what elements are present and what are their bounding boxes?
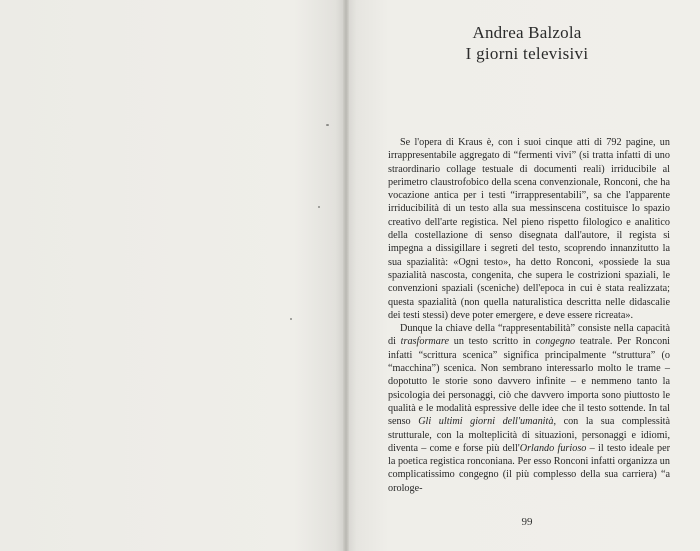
running-header [354,22,700,64]
paragraph-2-text: , con la sua complessità strutturale, con la molteplicità di situazioni, personaggi e idiomi, diventa – come e forse più dell' [388,416,670,454]
header-title: I giorni televisivi [465,44,589,63]
italic-work-title: Orlando furioso [519,442,587,454]
italic-work-title: Gli ultimi giorni dell'umanità [418,416,554,428]
paragraph-2-text: Dunque la chiave della “rappresentabilità” consiste nella capacità di [388,323,670,348]
paragraph-2-text: un testo scritto in [448,336,536,348]
paper-speck [318,206,320,208]
paragraph-2-text: – il testo ideale per la poetica registica ronconiana. Per esso Ronconi infatti organizza un complicatissimo congegno (il più complesso della sua carriera) “a orologe- [388,442,670,494]
italic-term: trasformare [400,336,449,348]
paper-speck [290,318,292,320]
page-number: 99 [521,516,533,528]
italic-term: congegno [535,336,576,348]
left-page-blank [0,0,346,551]
paragraph-2 [388,322,670,495]
paper-speck [326,124,329,126]
paragraph-2-text: teatrale. Per Ronconi infatti “scrittura scenica” significa principalmente “struttura” (o “macchina”) scenica. Non sembrano interessarlo molto le trame – dopotutto le storie sono davvero infinite – e nemmeno tanto la psicologia dei personaggi, ciò che davvero importa sono piuttosto le qualità e le modalità espressive delle idee che il testo sottende. In tal senso [388,336,670,428]
book-gutter [343,0,349,551]
paragraph-1: Se l'opera di Kraus è, con i suoi cinque atti di 792 pagine, un irrappresentabile aggregato di “fermenti vivi” (si tratta infatti di uno straordinario collage testuale di documenti reali) irriducibile al perimetro claustrofobico della scena convenzionale, Ronconi, che ha vocazione antica per i testi “irrappresentabili”, sa che l'apparente irriducibilità di un testo alla sua messinscena costituisce lo spazio creativo dell'arte registica. Nel pieno rispetto filologico e analitico della costellazione di senso disegnata dall'autore, il regista si impegna a dissigillare i segreti del testo, scoprendo innanzitutto la sua spazialità: «Ogni testo», ha detto Ronconi, «possiede la sua spazialità nascosta, congenita, che supera le costrizioni spaziali, le convenzioni spaziali (sceniche) dell'epoca in cui è stata realizzata; questa spazialità (non quella naturalistica descritta nelle didascalie dei testi stessi) deve poter emergere, e deve essere ricreata». [388,137,670,321]
header-author: Andrea Balzola [472,23,582,42]
body-text [388,136,670,495]
